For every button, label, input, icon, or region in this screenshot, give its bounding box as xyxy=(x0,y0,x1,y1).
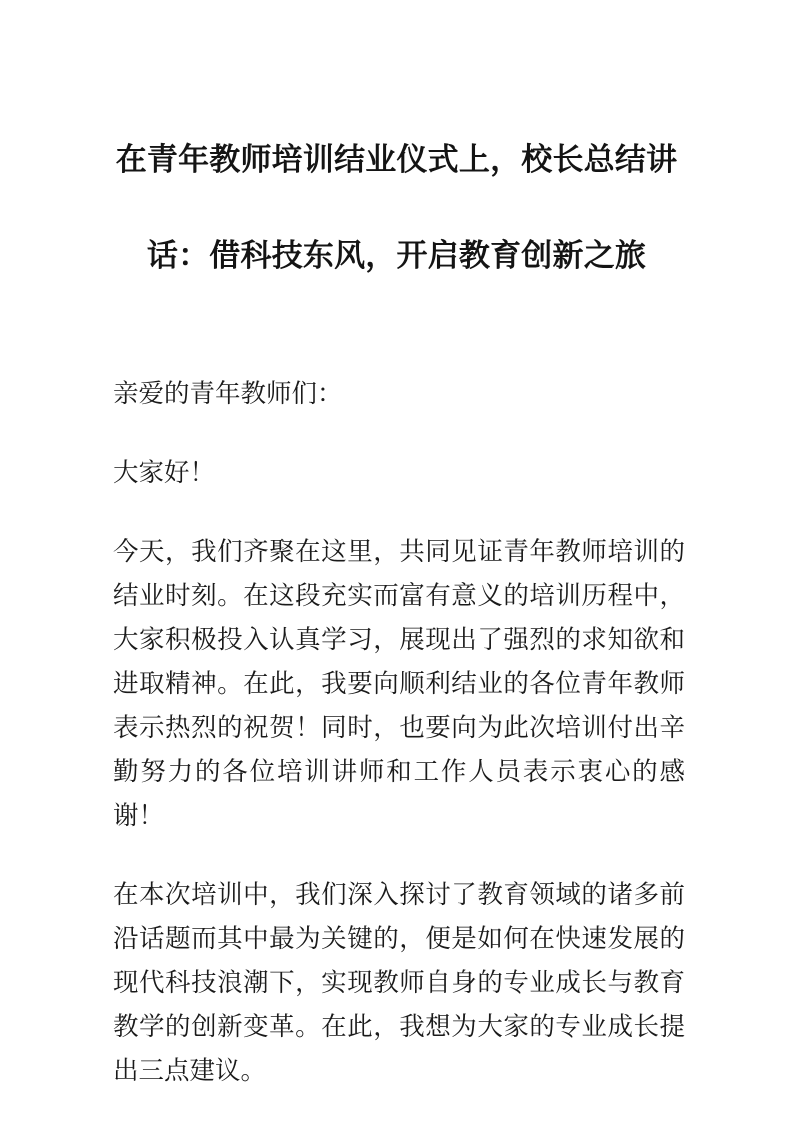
paragraph-salutation: 亲爱的青年教师们： xyxy=(113,380,343,408)
title-line-1: 在青年教师培训结业仪式上，校长总结讲 xyxy=(115,142,678,177)
document-body xyxy=(113,372,685,1093)
paragraph-2: 在本次培训中，我们深入探讨了教育领域的诸多前沿话题而其中最为关键的，便是如何在快速发展的现代科技浪潮下，实现教师自身的专业成长与教育教学的创新变革。在此，我想为大家的专业成长提出三点建议。 xyxy=(113,881,685,1085)
paragraph-greeting: 大家好！ xyxy=(113,459,216,487)
paragraph-1: 今天，我们齐聚在这里，共同见证青年教师培训的结业时刻。在这段充实而富有意义的培训历程中，大家积极投入认真学习，展现出了强烈的求知欲和进取精神。在此，我要向顺利结业的各位青年教师表示热烈的祝贺！同时，也要向为此次培训付出辛勤努力的各位培训讲师和工作人员表示衷心的感谢！ xyxy=(113,538,685,830)
document-title xyxy=(0,112,793,304)
title-line-2: 话：借科技东风，开启教育创新之旅 xyxy=(146,238,647,273)
